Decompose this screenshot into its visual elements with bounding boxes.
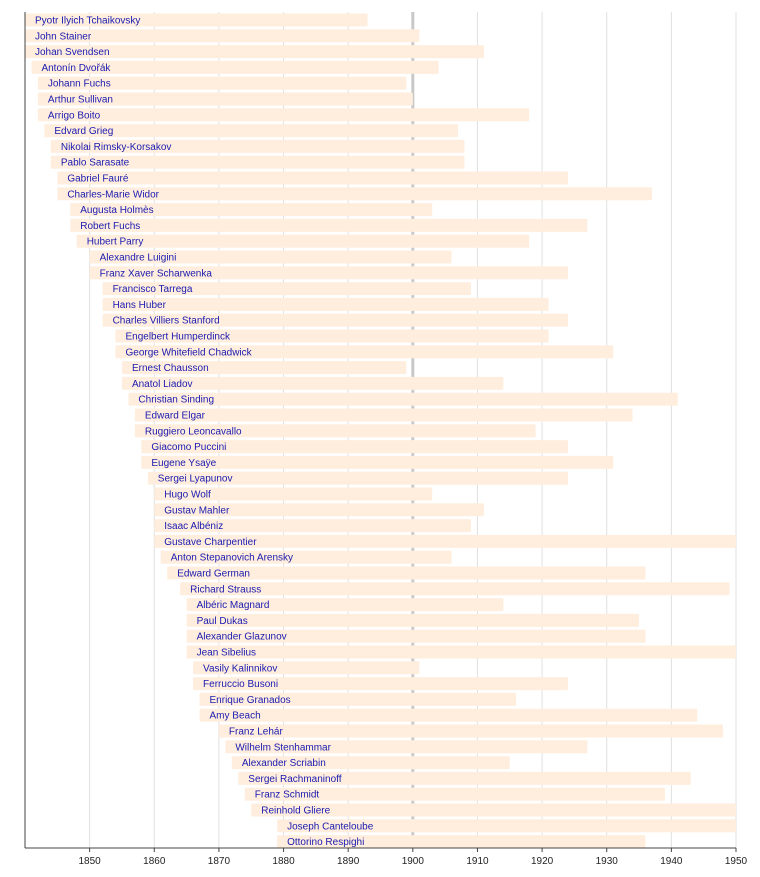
composer-name-label: Gustave Charpentier: [164, 536, 257, 548]
lifespan-bars: [25, 14, 736, 849]
composer-name-label: Ernest Chausson: [131, 363, 209, 375]
composer-name-label: Vasily Kalinnikov: [203, 663, 278, 675]
composer-name-label: Pyotr Ilyich Tchaikovsky: [35, 15, 141, 27]
composer-name-label: Sergei Rachmaninoff: [248, 773, 342, 785]
lifespan-bar: [219, 725, 723, 738]
x-tick-label-1860: 1860: [143, 856, 166, 867]
composer-name-label: Reinhold Gliere: [261, 805, 331, 817]
composer-name-label: Nikolai Rimsky-Korsakov: [60, 141, 172, 153]
composer-name-label: Johann Fuchs: [47, 78, 111, 90]
composer-name-label: Anatol Liadov: [131, 378, 193, 390]
lifespan-bar: [187, 646, 736, 659]
composer-name-label: Albéric Magnard: [196, 600, 270, 612]
composer-name-label: Ruggiero Leoncavallo: [144, 426, 242, 438]
composer-name-label: Johan Svendsen: [35, 47, 110, 59]
composer-name-label: Franz Schmidt: [254, 789, 320, 801]
composer-name-label: Joseph Canteloube: [287, 821, 374, 833]
x-tick-label-1880: 1880: [272, 856, 295, 867]
composer-name-label: Edward Elgar: [144, 410, 205, 422]
composer-name-label: John Stainer: [35, 31, 92, 43]
lifespan-bar: [77, 235, 529, 248]
composer-name-label: Isaac Albéniz: [164, 521, 224, 533]
composer-name-label: Gabriel Fauré: [67, 173, 129, 185]
x-tick-label-1920: 1920: [530, 856, 554, 867]
composer-name-label: Franz Xaver Scharwenka: [99, 268, 212, 280]
lifespan-bar: [103, 298, 549, 311]
composer-name-label: Hans Huber: [112, 299, 166, 311]
x-tick-label-1950: 1950: [724, 856, 748, 867]
composer-name-label: Jean Sibelius: [196, 647, 257, 659]
composer-name-label: Edvard Grieg: [54, 126, 114, 138]
composer-name-label: Hubert Parry: [86, 236, 144, 248]
x-tick-label-1900: 1900: [401, 856, 424, 867]
lifespan-bar: [180, 582, 729, 595]
composer-name-label: Hugo Wolf: [164, 489, 211, 501]
composer-name-label: Robert Fuchs: [80, 220, 141, 232]
lifespan-bar: [187, 614, 639, 627]
lifespan-bar: [135, 409, 633, 422]
composer-name-label: Pablo Sarasate: [60, 157, 130, 169]
composer-name-label: Eugene Ysaÿe: [151, 457, 217, 469]
x-tick-label-1870: 1870: [207, 856, 231, 867]
composer-name-label: Augusta Holmès: [80, 205, 154, 217]
lifespan-bar: [200, 709, 698, 722]
composer-name-label: Wilhelm Stenhammar: [235, 742, 331, 754]
x-tick-label-1910: 1910: [466, 856, 489, 867]
lifespan-bar: [57, 172, 568, 185]
composer-name-label: Ottorino Respighi: [287, 837, 365, 849]
composer-name-label: Engelbert Humperdinck: [125, 331, 230, 343]
composer-name-label: Arthur Sullivan: [47, 94, 113, 106]
lifespan-bar: [38, 108, 529, 121]
composer-name-label: Paul Dukas: [196, 615, 248, 627]
composer-name-label: Francisco Tarrega: [112, 284, 193, 296]
composer-name-label: Gustav Mahler: [164, 505, 230, 517]
composer-name-label: Alexander Scriabin: [241, 758, 326, 770]
composer-name-label: Alexandre Luigini: [99, 252, 177, 264]
x-tick-label-1940: 1940: [660, 856, 683, 867]
composer-name-label: Sergei Lyapunov: [157, 473, 233, 485]
composer-name-label: Arrigo Boito: [47, 110, 101, 122]
x-tick-label-1890: 1890: [337, 856, 360, 867]
composer-name-label: Charles Villiers Stanford: [112, 315, 220, 327]
composer-name-label: Enrique Granados: [209, 694, 291, 706]
composer-name-label: Edward German: [177, 568, 251, 580]
composer-name-label: Antonín Dvořák: [41, 62, 111, 74]
composer-name-label: Christian Sinding: [138, 394, 215, 406]
composer-name-label: Franz Lehár: [228, 726, 283, 738]
x-tick-label-1850: 1850: [78, 856, 101, 867]
composer-name-label: Anton Stepanovich Arensky: [170, 552, 294, 564]
composer-name-label: George Whitefield Chadwick: [125, 347, 252, 359]
composer-name-label: Giacomo Puccini: [151, 442, 227, 454]
x-tick-label-1930: 1930: [595, 856, 618, 867]
composer-name-label: Richard Strauss: [190, 584, 262, 596]
composer-name-label: Amy Beach: [209, 710, 261, 722]
composer-name-label: Alexander Glazunov: [196, 631, 287, 643]
composer-name-label: Charles-Marie Widor: [67, 189, 160, 201]
lifespan-bar: [70, 219, 587, 232]
composer-name-label: Ferruccio Busoni: [203, 679, 279, 691]
